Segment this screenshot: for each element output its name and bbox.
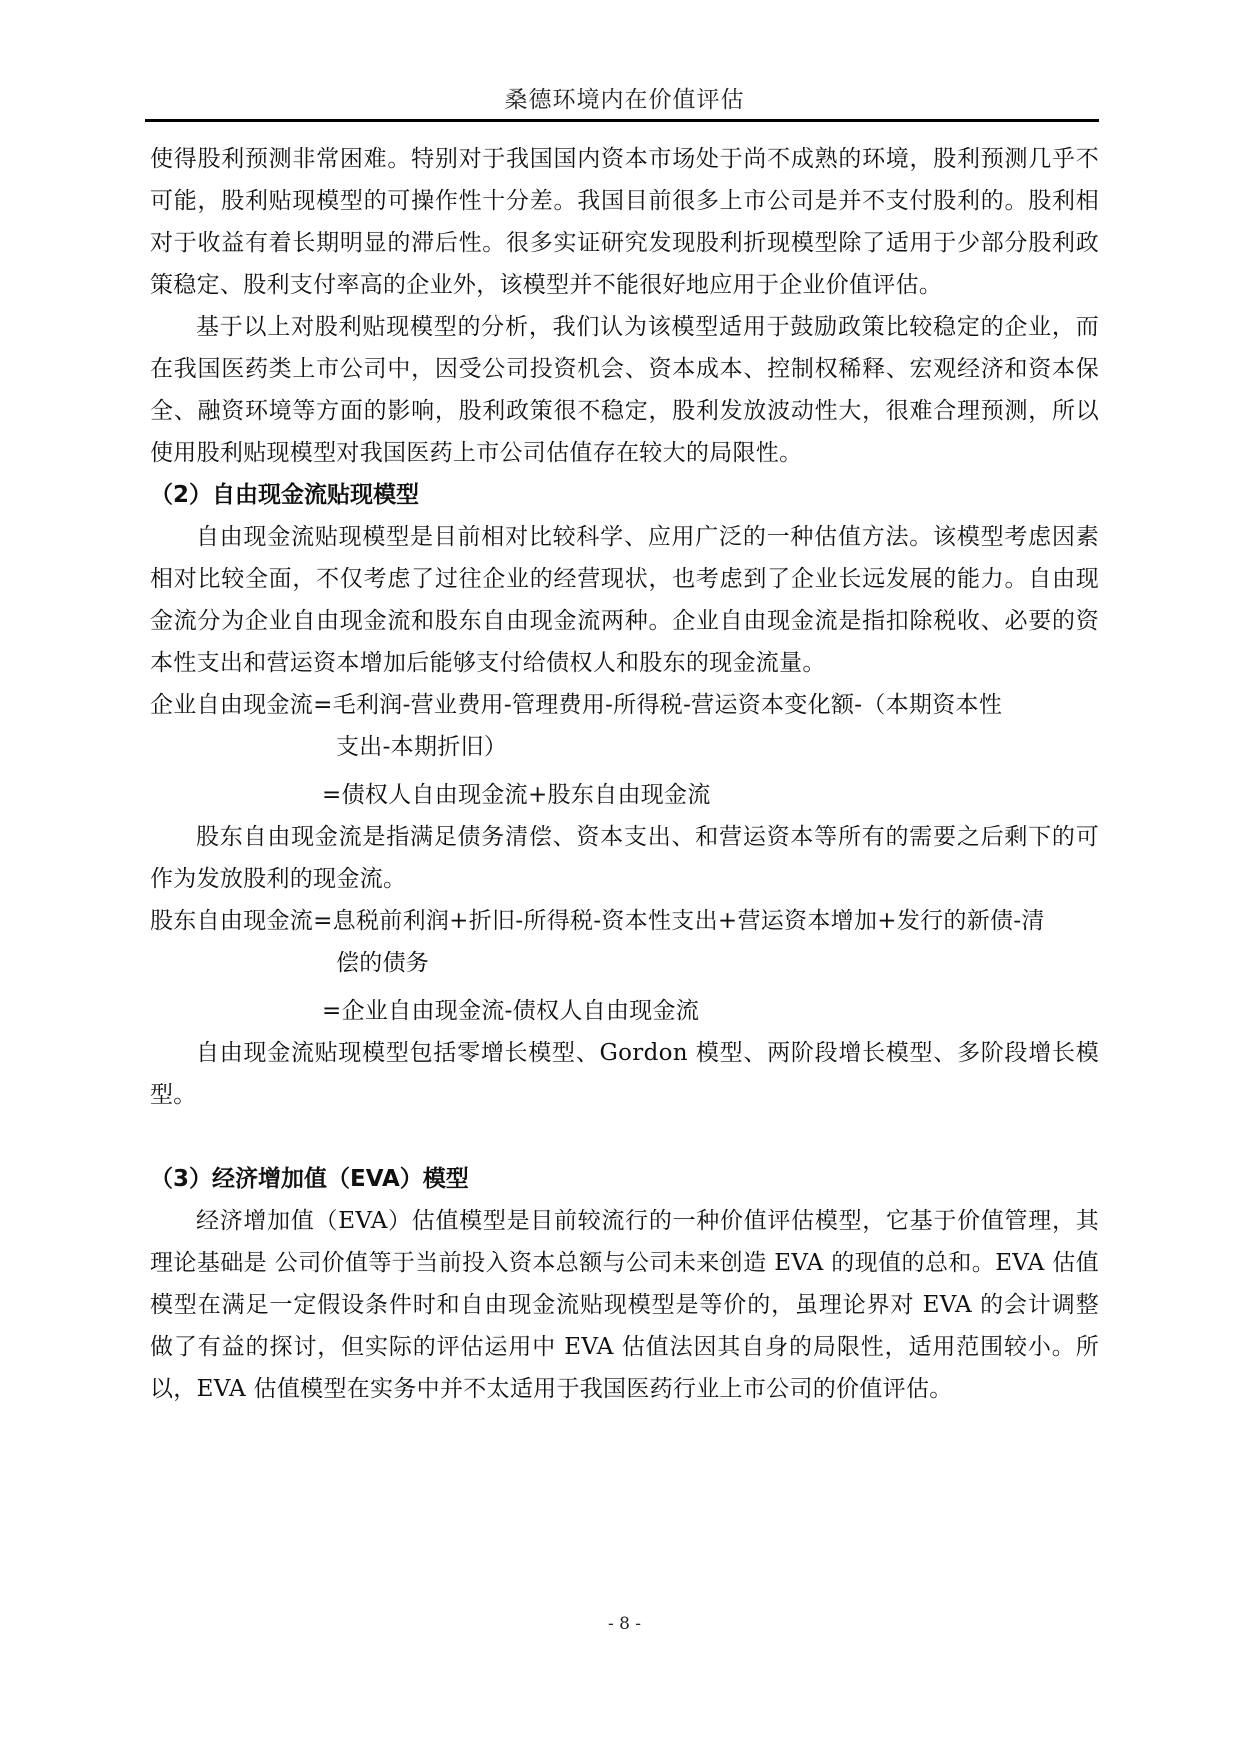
paragraph-equity-fcf: 股东自由现金流是指满足债务清偿、资本支出、和营运资本等所有的需要之后剩下的可作为发放股利的现金流。 [150, 824, 1099, 892]
paragraph-dividend-analysis: 基于以上对股利贴现模型的分析，我们认为该模型适用于鼓励政策比较稳定的企业，而在我国医药类上市公司中，因受公司投资机会、资本成本、控制权稀释、宏观经济和资本保全、融资环境等方面的影响，股利政策很不稳定，股利发放波动性大，很难合理预测，所以使用股利贴现模型对我国医药上市公司估值存在较大的局限性。 [150, 314, 1099, 466]
paragraph-dividend-difficulty: 使得股利预测非常困难。特别对于我国国内资本市场处于尚不成熟的环境，股利预测几乎不可能，股利贴现模型的可操作性十分差。我国目前很多上市公司是并不支付股利的。股利相对于收益有着长期明显的滞后性。很多实证研究发现股利折现模型除了适用于少部分股利政策稳定、股利支付率高的企业外，该模型并不能很好地应用于企业价值评估。 [150, 146, 1099, 298]
header-rule [145, 119, 1099, 122]
paragraph-fcf-intro: 自由现金流贴现模型是目前相对比较科学、应用广泛的一种估值方法。该模型考虑因素相对比较全面，不仅考虑了过往企业的经营现状，也考虑到了企业长远发展的能力。自由现金流分为企业自由现金流和股东自由现金流两种。企业自由现金流是指扣除税收、必要的资本性支出和营运资本增加后能够支付给债权人和股东的现金流量。 [150, 524, 1099, 676]
formula-firm-fcf-equals: =债权人自由现金流+股东自由现金流 [322, 782, 711, 808]
formula-firm-fcf [150, 684, 1099, 768]
formula-equity-fcf-line2: 偿的债务 [336, 950, 430, 976]
page-header-title: 桑德环境内在价值评估 [504, 87, 745, 113]
formula-equity-fcf [150, 900, 1099, 984]
formula-firm-fcf-line2: 支出-本期折旧） [336, 734, 508, 760]
section-heading-fcf: （2）自由现金流贴现模型 [150, 482, 420, 508]
formula-equity-fcf-line1: 股东自由现金流=息税前利润+折旧-所得税-资本性支出+营运资本增加+发行的新债-清 [150, 908, 1045, 934]
paragraph-fcf-models: 自由现金流贴现模型包括零增长模型、Gordon 模型、两阶段增长模型、多阶段增长模型。 [150, 1040, 1099, 1108]
formula-equity-fcf-equals: =企业自由现金流-债权人自由现金流 [322, 998, 700, 1024]
formula-firm-fcf-line1: 企业自由现金流=毛利润-营业费用-管理费用-所得税-营运资本变化额-（本期资本性 [150, 692, 1003, 718]
blank-line [150, 1116, 1099, 1158]
page-number: - 8 - [607, 1614, 642, 1634]
paragraph-eva: 经济增加值（EVA）估值模型是目前较流行的一种价值评估模型，它基于价值管理，其理论基础是 公司价值等于当前投入资本总额与公司未来创造 EVA 的现值的总和。EVA 估值模型在满足一定假设条件时和自由现金流贴现模型是等价的，虽理论界对 EVA 的会计调整做了有益的探讨，但实际的评估运用中 EVA 估值法因其自身的局限性，适用范围较小。所以，EVA 估值模型在实务中并不太适用于我国医药行业上市公司的价值评估。 [150, 1208, 1099, 1402]
section-heading-eva: （3）经济增加值（EVA）模型 [150, 1166, 469, 1192]
document-body [150, 138, 1099, 1410]
